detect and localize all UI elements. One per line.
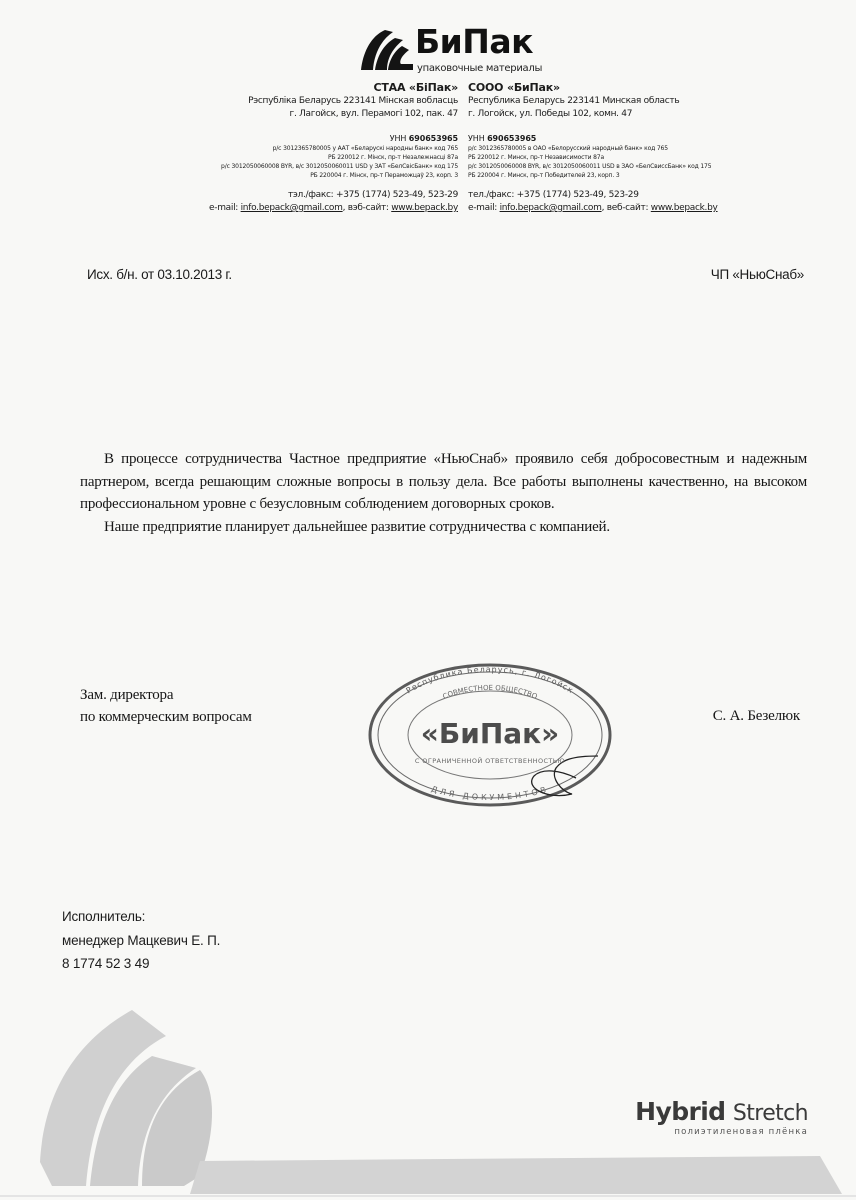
executor-block	[62, 905, 362, 976]
title-line: по коммерческим вопросам	[80, 709, 252, 725]
address-line: г. Лагойск, вул. Перамогі 102, пак. 47	[289, 109, 458, 119]
letterhead-belarusian	[140, 80, 458, 215]
bank-line: РБ 220004 г. Мінск, пр-т Пераможцаў 23, корп. 3	[310, 172, 458, 179]
unp-value: 690653965	[487, 134, 537, 143]
signatory-title	[80, 684, 340, 728]
bank-line: р/с 3012365780005 у ААТ «Беларускі народны банк» код 765	[272, 145, 458, 152]
address-line: Республика Беларусь 223141 Минская область	[468, 96, 680, 106]
stamp-outer-text: Республика Беларусь, г. Логойск	[404, 664, 576, 696]
phone-fax: тел./факс: +375 (1774) 523-49, 523-29	[468, 190, 639, 200]
address-line: г. Логойск, ул. Победы 102, комн. 47	[468, 109, 633, 119]
executor-person: менеджер Мацкевич Е. П.	[62, 932, 221, 948]
email-label: e-mail:	[468, 203, 498, 213]
bank-line: р/с 3012050060008 BYR, в/с 3012050060011 USD у ЗАТ «БелСвісБанк» код 175	[221, 163, 458, 170]
email-label: e-mail:	[209, 203, 239, 213]
phone-fax: тэл./факс: +375 (1774) 523-49, 523-29	[287, 190, 458, 200]
unp-line	[468, 133, 838, 144]
company-logo	[357, 24, 577, 78]
bank-line: р/с 3012050060008 BYR, в/с 3012050060011 USD в ЗАО «БелСвиссБанк» код 175	[468, 163, 712, 170]
executor-phone: 8 1774 52 3 49	[62, 956, 150, 971]
brand-tagline: полиэтиленовая плёнка	[674, 1127, 808, 1137]
unp-line	[140, 133, 458, 144]
stamp-inner-top-text: СОВМЕСТНОЕ ОБЩЕСТВО	[441, 683, 539, 701]
brand-name	[548, 1098, 808, 1126]
signatory-name: С. А. Безелюк	[712, 708, 800, 724]
letterhead-russian	[468, 80, 838, 215]
company-stamp	[362, 660, 618, 810]
outgoing-reference: Исх. б/н. от 03.10.2013 г.	[87, 267, 232, 282]
bank-line: РБ 220012 г. Минск, пр-т Независимости 87а	[468, 154, 604, 161]
email-site-line: e-mail: info.bepack@gmail.com, веб-сайт: www.bepack.by	[468, 203, 718, 213]
brand-name-bold: Hybrid	[635, 1097, 726, 1126]
stamp-inner-bottom-text: С ОГРАНИЧЕННОЙ ОТВЕТСТВЕННОСТЬЮ	[414, 757, 566, 765]
bank-line: р/с 3012365780005 в ОАО «Белорусский народный банк» код 765	[468, 145, 668, 152]
site-label: вэб-сайт:	[347, 203, 389, 213]
email-link[interactable]: info.bepack@gmail.com	[499, 203, 602, 213]
address-line: Рэспубліка Беларусь 223141 Мінская вобласць	[248, 96, 458, 106]
bank-line: РБ 220012 г. Мінск, пр-т Незалежнасці 87а	[328, 154, 458, 161]
bank-line: РБ 220004 г. Минск, пр-т Победителей 23, корп. 3	[468, 172, 620, 179]
stamp-center-text: «БиПак»	[420, 717, 560, 750]
site-label: веб-сайт:	[606, 203, 649, 213]
website-link[interactable]: www.bepack.by	[391, 203, 458, 213]
brand-name-light: Stretch	[732, 1101, 808, 1126]
unp-label: УНН	[389, 134, 407, 143]
title-line: Зам. директора	[80, 687, 174, 703]
logo-name: БиПак	[415, 22, 534, 61]
org-name-ru: СООО «БиПак»	[468, 81, 560, 94]
recipient: ЧП «НьюСнаб»	[710, 267, 804, 282]
hybrid-stretch-brand	[548, 1098, 808, 1138]
body-paragraph: Наше предприятие планирует дальнейшее развитие сотрудничества с компанией.	[104, 518, 610, 535]
executor-label: Исполнитель:	[62, 909, 146, 924]
bipak-logo-icon	[357, 28, 413, 72]
unp-label: УНН	[468, 134, 485, 143]
unp-value: 690653965	[408, 134, 458, 143]
org-name-by: СТАА «БіПак»	[373, 81, 458, 94]
body-paragraph: В процессе сотрудничества Частное предприятие «НьюСнаб» проявило себя добросовестным и надежным партнером, всегда решающим сложные вопросы в пользу дела. Все работы выполнены качественно, на высоком профессиональном уровне с безусловным соблюдением договорных сроков.	[80, 451, 807, 512]
logo-tagline: упаковочные материалы	[417, 63, 543, 74]
email-site-line: e-mail: info.bepack@gmail.com, вэб-сайт: www.bepack.by	[209, 203, 458, 213]
letter-body	[80, 448, 807, 538]
email-link[interactable]: info.bepack@gmail.com	[240, 203, 343, 213]
website-link[interactable]: www.bepack.by	[650, 203, 718, 213]
stamp-bottom-text: ДЛЯ ДОКУМЕНТОВ	[430, 784, 550, 803]
film-strip	[190, 1156, 842, 1194]
